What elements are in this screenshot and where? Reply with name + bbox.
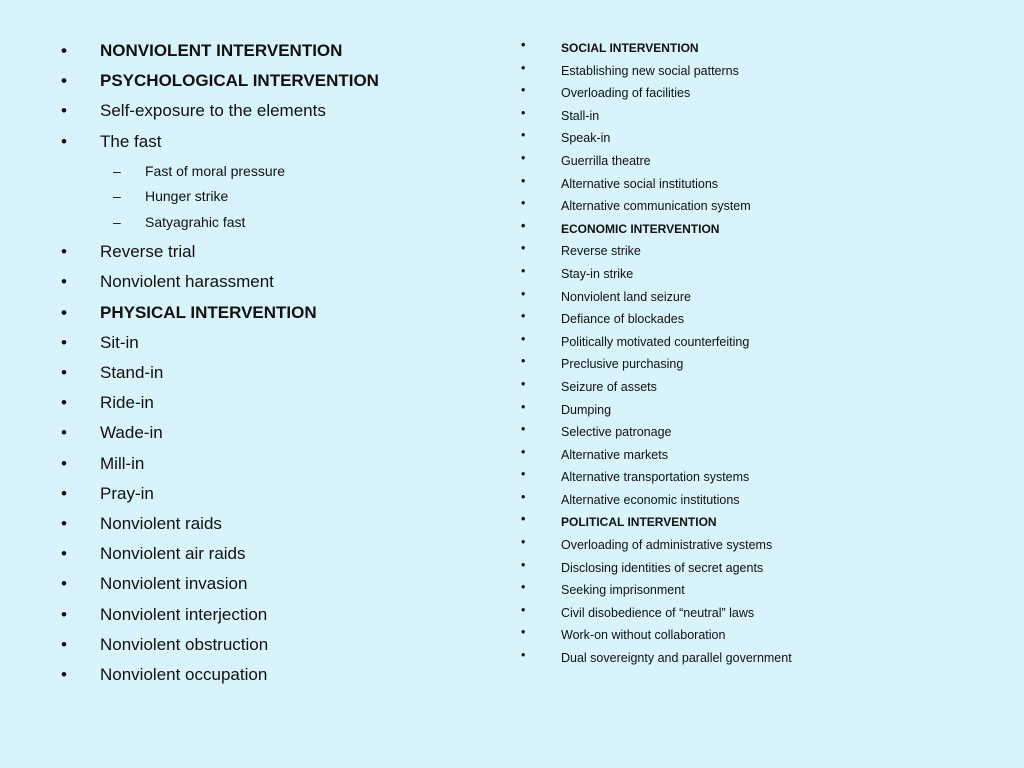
list-item-text: Defiance of blockades	[561, 312, 684, 327]
bullet-icon: •	[521, 467, 526, 482]
list-item-text: Overloading of facilities	[561, 86, 691, 101]
list-item-text: Alternative transportation systems	[561, 470, 750, 485]
list-item-text: SOCIAL INTERVENTION	[561, 41, 699, 55]
list-item-text: Stand-in	[100, 363, 164, 382]
bullet-icon: •	[521, 331, 526, 346]
list-item-disclosing-identities-of-secret-agents	[0, 557, 1024, 580]
list-item-text: Alternative social institutions	[561, 176, 719, 191]
bullet-icon: •	[61, 272, 67, 292]
list-item-text: PHYSICAL INTERVENTION	[100, 302, 317, 322]
bullet-icon: •	[521, 241, 526, 256]
bullet-icon: •	[521, 557, 526, 572]
list-item-text: Reverse strike	[561, 244, 641, 259]
list-item-text: Wade-in	[100, 423, 163, 443]
list-item-alternative-markets	[0, 444, 1024, 467]
list-item-overloading-of-administrative-systems	[0, 534, 1024, 557]
bullet-icon: •	[521, 489, 526, 504]
bullet-icon: •	[521, 512, 526, 527]
list-item-text: Mill-in	[100, 453, 145, 473]
bullet-icon: •	[61, 363, 67, 382]
list-item-speak-in	[0, 127, 1024, 150]
bullet-icon: •	[521, 83, 526, 98]
list-item-text: Civil disobedience of “neutral” laws	[561, 605, 755, 620]
list-item-text: Sit-in	[100, 332, 139, 352]
list-item-establishing-new-social-patterns	[0, 60, 1024, 83]
list-item-text: Selective patronage	[561, 425, 672, 440]
list-item-text: Satyagrahic fast	[145, 213, 246, 230]
bullet-icon: •	[521, 625, 526, 640]
bullet-icon: •	[61, 131, 67, 151]
right-bullet-list	[0, 37, 1024, 670]
list-item-text: Reverse trial	[100, 242, 196, 262]
bullet-icon: •	[61, 634, 67, 654]
list-item-alternative-communication-system	[0, 195, 1024, 218]
list-item-selective-patronage	[0, 421, 1024, 444]
list-item-guerrilla-theatre	[0, 150, 1024, 173]
list-item-text: Nonviolent harassment	[100, 272, 274, 292]
bullet-icon: •	[61, 574, 67, 594]
list-item-text: NONVIOLENT INTERVENTION	[100, 41, 343, 60]
list-item-text: Alternative communication system	[561, 199, 751, 214]
list-item-dumping	[0, 399, 1024, 422]
dash-bullet-icon: –	[113, 213, 121, 230]
list-item-text: Ride-in	[100, 393, 154, 413]
bullet-icon: •	[521, 535, 526, 550]
list-item-text: Guerrilla theatre	[561, 153, 651, 168]
list-item-reverse-strike	[0, 240, 1024, 263]
list-item-seeking-imprisonment	[0, 579, 1024, 602]
bullet-icon: •	[61, 393, 67, 413]
bullet-icon: •	[521, 105, 526, 120]
bullet-icon: •	[521, 196, 526, 211]
list-item-stay-in-strike	[0, 263, 1024, 286]
dash-bullet-icon: –	[113, 188, 121, 205]
bullet-icon: •	[61, 41, 67, 60]
bullet-icon: •	[521, 354, 526, 369]
list-item-text: POLITICAL INTERVENTION	[561, 515, 717, 530]
bullet-icon: •	[61, 423, 67, 443]
list-item-text: Seizure of assets	[561, 379, 657, 394]
list-item-text: Alternative markets	[561, 447, 668, 462]
bullet-icon: •	[521, 422, 526, 437]
bullet-icon: •	[61, 604, 67, 624]
list-item-text: ECONOMIC INTERVENTION	[561, 221, 720, 236]
list-item-text: Establishing new social patterns	[561, 63, 739, 78]
list-item-text: Pray-in	[100, 483, 154, 503]
list-item-overloading-of-facilities	[0, 82, 1024, 105]
list-item-text: The fast	[100, 131, 162, 151]
bullet-icon: •	[521, 309, 526, 324]
list-item-text: Stay-in strike	[561, 266, 634, 281]
list-item-text: PSYCHOLOGICAL INTERVENTION	[100, 71, 379, 91]
list-item-civil-disobedience-of-neutral-laws	[0, 602, 1024, 625]
bullet-icon: •	[61, 332, 67, 352]
list-item-text: Overloading of administrative systems	[561, 538, 773, 553]
list-item-text: Politically motivated counterfeiting	[561, 334, 750, 349]
section-heading-political-intervention	[0, 511, 1024, 534]
bullet-icon: •	[61, 242, 67, 262]
bullet-icon: •	[521, 648, 526, 663]
bullet-icon: •	[61, 302, 67, 322]
dash-bullet-icon: –	[113, 162, 121, 179]
bullet-icon: •	[521, 60, 526, 75]
bullet-icon: •	[521, 38, 526, 52]
bullet-icon: •	[61, 664, 67, 684]
list-item-defiance-of-blockades	[0, 308, 1024, 331]
list-item-dual-sovereignty-and-parallel-government	[0, 647, 1024, 670]
list-item-preclusive-purchasing	[0, 353, 1024, 376]
bullet-icon: •	[61, 544, 67, 564]
list-item-text: Nonviolent invasion	[100, 574, 248, 594]
list-item-text: Nonviolent air raids	[100, 544, 246, 564]
list-item-text: Nonviolent raids	[100, 513, 222, 533]
bullet-icon: •	[61, 101, 67, 121]
list-item-work-on-without-collaboration	[0, 624, 1024, 647]
bullet-icon: •	[521, 399, 526, 414]
bullet-icon: •	[521, 444, 526, 459]
list-item-text: Seeking imprisonment	[561, 583, 685, 598]
bullet-icon: •	[61, 513, 67, 533]
list-item-text: Stall-in	[561, 108, 600, 123]
bullet-icon: •	[61, 71, 67, 91]
bullet-icon: •	[521, 286, 526, 301]
list-item-text: Work-on without collaboration	[561, 628, 726, 643]
list-item-text: Alternative economic institutions	[561, 492, 740, 507]
list-item-seizure-of-assets	[0, 376, 1024, 399]
list-item-text: Dual sovereignty and parallel government	[561, 651, 792, 666]
bullet-icon: •	[61, 483, 67, 503]
section-heading-social-intervention	[0, 37, 1024, 60]
section-heading-economic-intervention	[0, 218, 1024, 241]
bullet-icon: •	[521, 128, 526, 143]
list-item-text: Nonviolent occupation	[100, 664, 268, 684]
list-item-politically-motivated-counterfeiting	[0, 331, 1024, 354]
bullet-icon: •	[521, 218, 526, 233]
bullet-icon: •	[61, 453, 67, 473]
bullet-icon: •	[521, 173, 526, 188]
list-item-text: Self-exposure to the elements	[100, 101, 326, 121]
list-item-alternative-transportation-systems	[0, 466, 1024, 489]
bullet-icon: •	[521, 602, 526, 617]
bullet-icon: •	[521, 376, 526, 391]
list-item-nonviolent-land-seizure	[0, 286, 1024, 309]
list-item-text: Nonviolent land seizure	[561, 289, 691, 304]
list-item-alternative-economic-institutions	[0, 489, 1024, 512]
list-item-text: Fast of moral pressure	[145, 162, 286, 179]
list-item-text: Preclusive purchasing	[561, 357, 684, 372]
bullet-icon: •	[521, 150, 526, 165]
list-item-alternative-social-institutions	[0, 173, 1024, 196]
bullet-icon: •	[521, 580, 526, 595]
list-item-stall-in	[0, 105, 1024, 128]
list-item-text: Nonviolent obstruction	[100, 634, 269, 654]
list-item-text: Nonviolent interjection	[100, 604, 268, 624]
list-item-text: Hunger strike	[145, 188, 229, 205]
list-item-text: Dumping	[561, 402, 612, 417]
list-item-text: Disclosing identities of secret agents	[561, 560, 764, 575]
list-item-text: Speak-in	[561, 131, 611, 146]
bullet-icon: •	[521, 263, 526, 278]
